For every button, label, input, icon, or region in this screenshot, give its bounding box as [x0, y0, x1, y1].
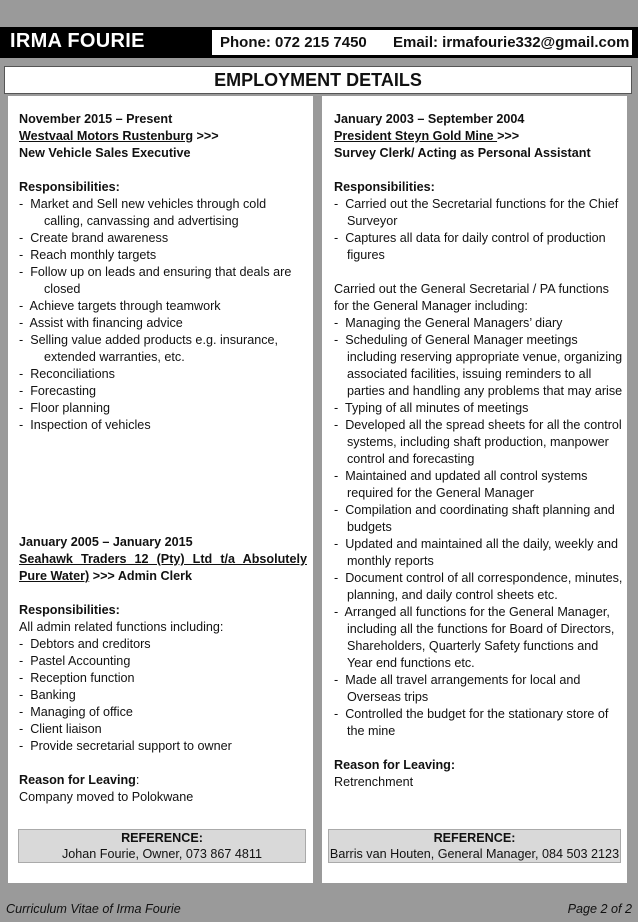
list-item: - Managing the General Managers’ diary — [334, 315, 625, 332]
list-item: - Made all travel arrangements for local and Overseas trips — [334, 672, 625, 706]
list-item: - Developed all the spread sheets for all the control systems, including shaft production, manpower control and forecasting — [334, 417, 625, 468]
list-item: - Selling value added products e.g. insurance, extended warranties, etc. — [19, 332, 307, 366]
job-company-line — [19, 551, 307, 585]
reference-box — [18, 829, 306, 863]
company-link[interactable]: Seahawk Traders 12 (Pty) Ltd t/a Absolutely Pure Water) — [19, 552, 307, 583]
job-block-president-steyn — [334, 111, 625, 791]
list-item: - Follow up on leads and ensuring that deals are closed — [19, 264, 307, 298]
job-block-westvaal — [19, 111, 307, 434]
company-link[interactable]: Westvaal Motors Rustenburg — [19, 129, 194, 143]
list-item: - Create brand awareness — [19, 230, 307, 247]
company-arrow: >>> — [193, 129, 219, 143]
list-item: - Carried out the Secretarial functions for the Chief Surveyor — [334, 196, 625, 230]
email-text: Email: irmafourie332@gmail.com — [393, 34, 630, 51]
list-item: - Captures all data for daily control of production figures — [334, 230, 625, 264]
secretarial-list — [334, 315, 625, 740]
leaving-colon: : — [135, 773, 140, 787]
list-item: - Client liaison — [19, 721, 307, 738]
list-item: - Market and Sell new vehicles through cold calling, canvassing and advertising — [19, 196, 307, 230]
section-title: EMPLOYMENT DETAILS — [4, 66, 632, 94]
list-item: - Assist with financing advice — [19, 315, 307, 332]
responsibilities-list — [19, 636, 307, 755]
leaving-heading-line — [19, 772, 307, 789]
list-item: - Compilation and coordinating shaft planning and budgets — [334, 502, 625, 536]
responsibilities-list — [19, 196, 307, 434]
list-item: - Debtors and creditors — [19, 636, 307, 653]
list-item: - Maintained and updated all control systems required for the General Manager — [334, 468, 625, 502]
job-block-seahawk — [19, 534, 307, 806]
list-item: - Inspection of vehicles — [19, 417, 307, 434]
list-item: - Document control of all correspondence, minutes, planning, and daily control sheets etc. — [334, 570, 625, 604]
responsibilities-heading: Responsibilities: — [19, 603, 120, 617]
list-item: - Provide secretarial support to owner — [19, 738, 307, 755]
left-column — [8, 96, 313, 883]
footer-page-number: Page 2 of 2 — [567, 902, 632, 916]
company-arrow: >>> — [497, 129, 520, 143]
list-item: - Scheduling of General Manager meetings including reserving appropriate venue, organizing associated facilities, issuing reminders to all parties and handling any problems that may arise — [334, 332, 625, 400]
list-item: - Pastel Accounting — [19, 653, 307, 670]
phone-text: Phone: 072 215 7450 — [220, 34, 367, 51]
list-item: - Banking — [19, 687, 307, 704]
list-item: - Reconciliations — [19, 366, 307, 383]
job-period: January 2005 – January 2015 — [19, 535, 193, 549]
list-item: - Typing of all minutes of meetings — [334, 400, 625, 417]
list-item: - Updated and maintained all the daily, weekly and monthly reports — [334, 536, 625, 570]
contact-box — [212, 30, 632, 55]
reference-text: Barris van Houten, General Manager, 084 503 2123 — [329, 847, 620, 861]
job-period: November 2015 – Present — [19, 112, 173, 126]
list-item: - Reception function — [19, 670, 307, 687]
footer-title: Curriculum Vitae of Irma Fourie — [6, 902, 181, 916]
company-link[interactable]: President Steyn Gold Mine — [334, 129, 498, 143]
job-period: January 2003 – September 2004 — [334, 112, 525, 126]
job-company-line — [334, 128, 625, 145]
company-arrow-role: >>> Admin Clerk — [89, 569, 192, 583]
responsibilities-heading: Responsibilities: — [19, 180, 120, 194]
list-item: - Managing of office — [19, 704, 307, 721]
header-bar — [0, 27, 638, 58]
list-item: - Reach monthly targets — [19, 247, 307, 264]
responsibilities-heading: Responsibilities: — [334, 180, 435, 194]
job-role: Survey Clerk/ Acting as Personal Assistant — [334, 146, 591, 160]
list-item: - Arranged all functions for the General Manager, including all the functions for Board of Directors, Shareholders, Quarterly Safety functions and Year end functions etc. — [334, 604, 625, 672]
leaving-heading: Reason for Leaving: — [334, 758, 456, 772]
job-company-line — [19, 128, 307, 145]
reference-text: Johan Fourie, Owner, 073 867 4811 — [61, 847, 262, 861]
job-role: New Vehicle Sales Executive — [19, 146, 191, 160]
list-item: - Forecasting — [19, 383, 307, 400]
list-item: - Floor planning — [19, 400, 307, 417]
list-item: - Achieve targets through teamwork — [19, 298, 307, 315]
responsibilities-list — [334, 196, 625, 264]
reference-heading: REFERENCE: — [121, 831, 203, 845]
responsibilities-intro: All admin related functions including: — [19, 620, 224, 634]
secretarial-intro: Carried out the General Secretarial / PA functions for the General Manager including: — [334, 282, 609, 313]
candidate-name: IRMA FOURIE — [10, 30, 145, 52]
list-item: - Controlled the budget for the stationary store of the mine — [334, 706, 625, 740]
leaving-reason: Company moved to Polokwane — [19, 790, 194, 804]
reference-box — [328, 829, 621, 863]
leaving-reason: Retrenchment — [334, 775, 414, 789]
leaving-heading: Reason for Leaving — [19, 773, 136, 787]
reference-heading: REFERENCE: — [433, 831, 516, 845]
right-column — [322, 96, 627, 883]
